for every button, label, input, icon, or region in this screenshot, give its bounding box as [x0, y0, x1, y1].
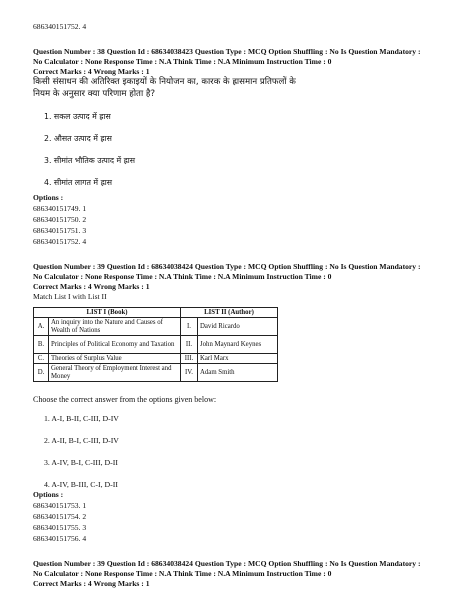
marks-line: Correct Marks : 4 Wrong Marks : 1: [33, 579, 150, 588]
option-entry: 686340151756. 4: [33, 534, 87, 543]
question-text: नियम के अनुसार क्या परिणाम होता है?: [33, 89, 156, 99]
row-numeral: IV.: [181, 364, 198, 382]
row-numeral: II.: [181, 336, 198, 354]
option-entry: 686340151752. 4: [33, 22, 87, 31]
row-numeral: I.: [181, 318, 198, 336]
list1-header: LIST I (Book): [34, 308, 181, 318]
match-table: [33, 307, 278, 382]
marks-line: Correct Marks : 4 Wrong Marks : 1: [33, 282, 150, 291]
book-cell: Principles of Political Economy and Taxation: [49, 336, 181, 354]
option-entry: 686340151751. 3: [33, 226, 87, 235]
answer-choice: 3. A-IV, B-I, C-III, D-II: [44, 458, 118, 467]
question-text: किसी संसाधन की अतिरिक्त इकाइयों के नियोजन का, कारक के ह्रासमान प्रतिफलों के: [33, 77, 296, 87]
table-row: [34, 318, 278, 336]
option-entry: 686340151755. 3: [33, 523, 87, 532]
question-header: No Calculator : None Response Time : N.A Think Time : N.A Minimum Instruction Time : 0: [33, 57, 332, 66]
book-cell: Theories of Surplus Value: [49, 354, 181, 364]
answer-choice: 4. A-IV, B-III, C-I, D-II: [44, 480, 118, 489]
option-entry: 686340151750. 2: [33, 215, 87, 224]
answer-choice: 2. औसत उत्पाद में ह्रास: [44, 134, 112, 143]
answer-choice: 1. A-I, B-II, C-III, D-IV: [44, 414, 119, 423]
book-cell: An inquiry into the Nature and Causes of Wealth of Nations: [49, 318, 181, 336]
options-label: Options :: [33, 490, 64, 499]
book-cell: General Theory of Employment Interest and Money: [49, 364, 181, 382]
question-instruction: Match List I with List II: [33, 292, 107, 301]
author-cell: David Ricardo: [198, 318, 278, 336]
author-cell: John Maynard Keynes: [198, 336, 278, 354]
question-header: Question Number : 39 Question Id : 68634038424 Question Type : MCQ Option Shuffling : No Is Question Mandatory :: [33, 559, 421, 568]
option-entry: 686340151753. 1: [33, 501, 87, 510]
question-header: No Calculator : None Response Time : N.A Think Time : N.A Minimum Instruction Time : 0: [33, 569, 332, 578]
options-label: Options :: [33, 193, 64, 202]
option-entry: 686340151749. 1: [33, 204, 87, 213]
row-numeral: III.: [181, 354, 198, 364]
table-row: [34, 364, 278, 382]
answer-choice: 3. सीमांत भौतिक उत्पाद में ह्रास: [44, 156, 136, 165]
option-entry: 686340151752. 4: [33, 237, 87, 246]
row-letter: C.: [34, 354, 49, 364]
question-header: Question Number : 39 Question Id : 68634038424 Question Type : MCQ Option Shuffling : No Is Question Mandatory :: [33, 262, 421, 271]
row-letter: A.: [34, 318, 49, 336]
question-header: No Calculator : None Response Time : N.A Think Time : N.A Minimum Instruction Time : 0: [33, 272, 332, 281]
author-cell: Adam Smith: [198, 364, 278, 382]
answer-choice: 4. सीमांत लागत में ह्रास: [44, 178, 113, 187]
list2-header: LIST II (Author): [181, 308, 278, 318]
option-entry: 686340151754. 2: [33, 512, 87, 521]
row-letter: D.: [34, 364, 49, 382]
row-letter: B.: [34, 336, 49, 354]
answer-choice: 1. सकल उत्पाद में ह्रास: [44, 112, 111, 121]
author-cell: Karl Marx: [198, 354, 278, 364]
table-row: [34, 354, 278, 364]
table-row: [34, 336, 278, 354]
answer-choice: 2. A-II, B-I, C-III, D-IV: [44, 436, 119, 445]
question-header: Question Number : 38 Question Id : 68634038423 Question Type : MCQ Option Shuffling : No Is Question Mandatory :: [33, 47, 421, 56]
question-prompt: Choose the correct answer from the options given below:: [33, 395, 217, 404]
marks-line: Correct Marks : 4 Wrong Marks : 1: [33, 67, 150, 76]
